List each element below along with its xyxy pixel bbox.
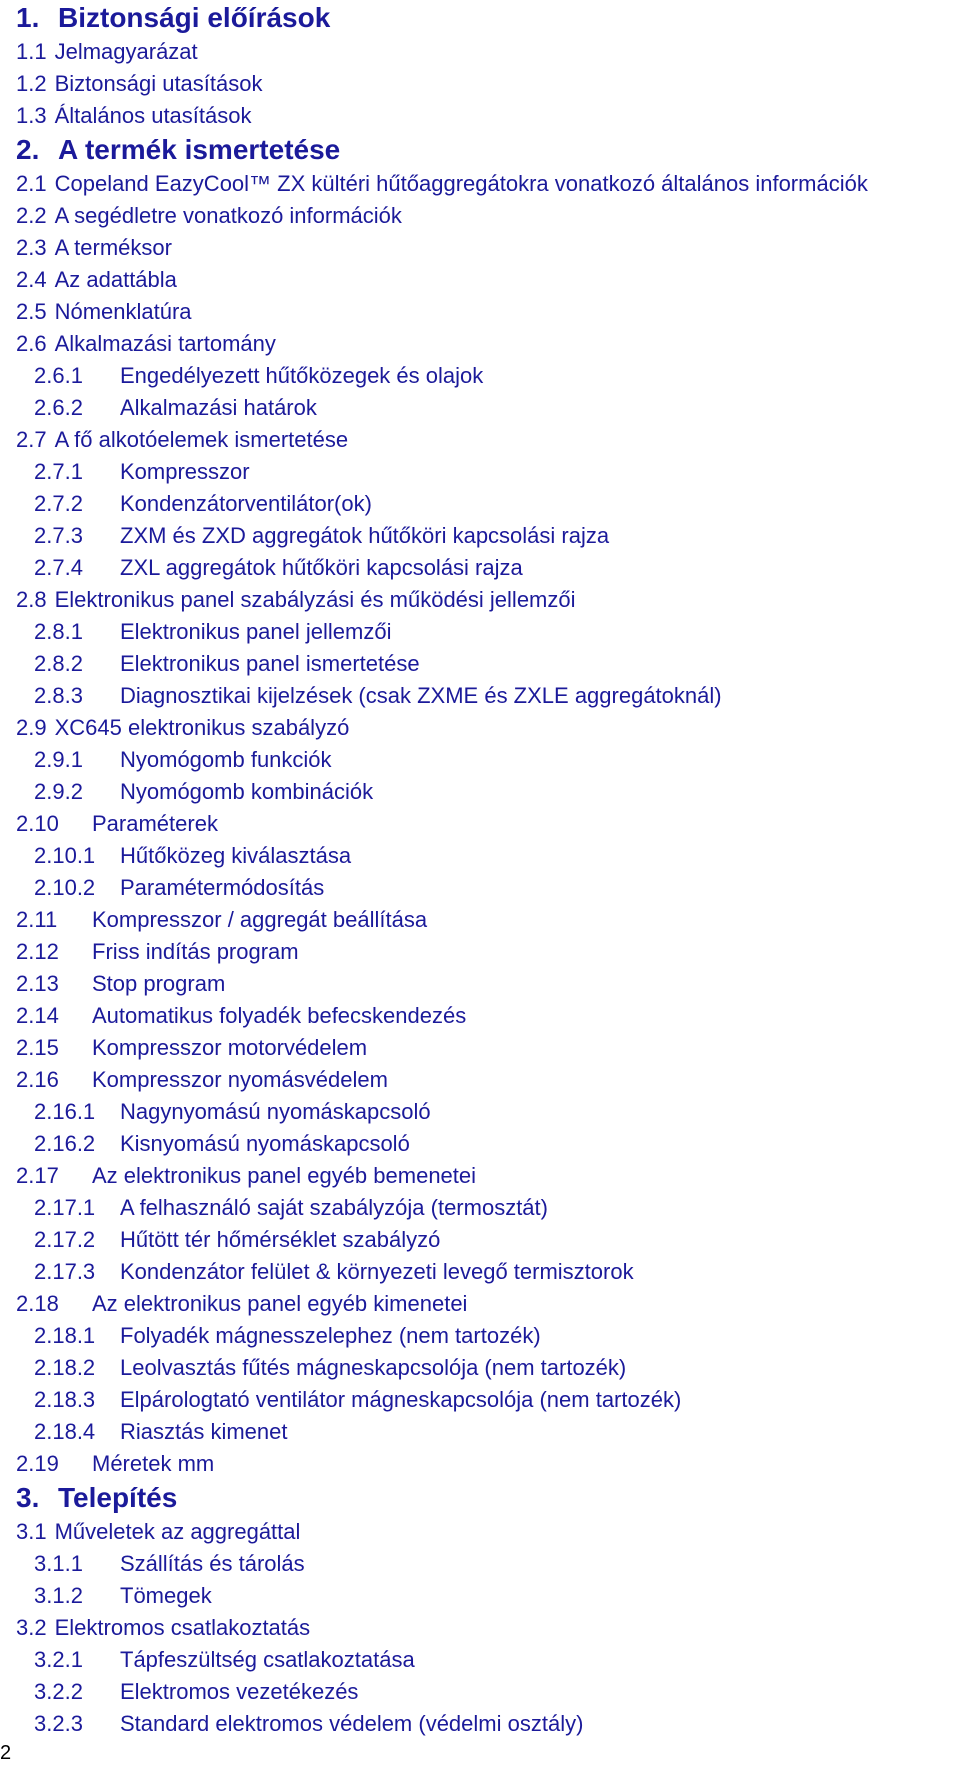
toc-entry-number: 2.1 — [16, 171, 47, 196]
table-of-contents — [16, 0, 946, 1740]
toc-entry[interactable] — [16, 584, 946, 616]
toc-entry[interactable] — [16, 1160, 946, 1192]
toc-entry-number: 2.15 — [16, 1035, 59, 1060]
toc-entry[interactable] — [16, 168, 946, 200]
toc-entry[interactable] — [16, 1580, 946, 1612]
toc-entry[interactable] — [16, 1256, 946, 1288]
toc-entry-label: Paramétermódosítás — [120, 875, 325, 900]
toc-entry-number: 2.17.2 — [34, 1227, 96, 1252]
toc-entry[interactable] — [16, 296, 946, 328]
toc-entry-number: 2.18.2 — [34, 1355, 96, 1380]
toc-entry-number: 2.8.1 — [34, 619, 83, 644]
toc-entry-label: Tömegek — [120, 1583, 212, 1608]
toc-entry-label: Méretek mm — [92, 1451, 215, 1476]
toc-entry-number: 2.8.3 — [34, 683, 83, 708]
toc-entry-number: 2.7.1 — [34, 459, 83, 484]
toc-entry-number: 2.16.2 — [34, 1131, 96, 1156]
toc-entry[interactable] — [16, 712, 946, 744]
toc-entry-number: 2.6.2 — [34, 395, 83, 420]
toc-entry-label: Standard elektromos védelem (védelmi osztály) — [120, 1711, 584, 1736]
toc-entry[interactable] — [16, 1096, 946, 1128]
toc-entry[interactable] — [16, 1064, 946, 1096]
toc-entry-label: Diagnosztikai kijelzések (csak ZXME és ZXLE aggregátoknál) — [120, 683, 722, 708]
toc-entry-number: 1.3 — [16, 103, 47, 128]
toc-entry-label: Alkalmazási határok — [120, 395, 317, 420]
toc-entry-label: Elektronikus panel ismertetése — [120, 651, 420, 676]
toc-entry[interactable] — [16, 1320, 946, 1352]
toc-entry-label: Kompresszor motorvédelem — [92, 1035, 368, 1060]
toc-entry-label: Alkalmazási tartomány — [54, 331, 276, 356]
toc-entry[interactable] — [16, 1384, 946, 1416]
toc-entry-number: 1. — [16, 2, 40, 33]
toc-entry-label: Kondenzátor felület & környezeti levegő termisztorok — [120, 1259, 634, 1284]
toc-entry-number: 2.4 — [16, 267, 47, 292]
toc-entry-number: 2.17.1 — [34, 1195, 96, 1220]
toc-entry-number: 2.12 — [16, 939, 59, 964]
toc-entry-label: Az adattábla — [54, 267, 177, 292]
toc-entry-number: 2.18.3 — [34, 1387, 96, 1412]
toc-entry-number: 2.5 — [16, 299, 47, 324]
toc-entry[interactable] — [16, 1416, 946, 1448]
toc-entry-label: Elektromos vezetékezés — [120, 1679, 359, 1704]
toc-entry-label: Jelmagyarázat — [54, 39, 198, 64]
toc-entry-number: 3.1 — [16, 1519, 47, 1544]
toc-entry-number: 2.9 — [16, 715, 47, 740]
toc-entry-label: Szállítás és tárolás — [120, 1551, 305, 1576]
toc-entry-number: 2. — [16, 134, 40, 165]
toc-entry-number: 2.2 — [16, 203, 47, 228]
toc-entry[interactable] — [16, 232, 946, 264]
toc-entry-label: Kisnyomású nyomáskapcsoló — [120, 1131, 410, 1156]
toc-entry[interactable] — [16, 488, 946, 520]
toc-entry-number: 3.1.2 — [34, 1583, 83, 1608]
toc-heading[interactable] — [16, 132, 946, 168]
toc-heading[interactable] — [16, 1480, 946, 1516]
toc-entry-number: 2.7.2 — [34, 491, 83, 516]
toc-entry-label: XC645 elektronikus szabályzó — [54, 715, 350, 740]
toc-entry-label: Friss indítás program — [92, 939, 299, 964]
toc-entry[interactable] — [16, 520, 946, 552]
toc-entry[interactable] — [16, 100, 946, 132]
toc-entry-label: Nagynyomású nyomáskapcsoló — [120, 1099, 431, 1124]
toc-entry-number: 2.7 — [16, 427, 47, 452]
toc-entry[interactable] — [16, 904, 946, 936]
toc-entry-number: 2.10.2 — [34, 875, 96, 900]
toc-entry[interactable] — [16, 392, 946, 424]
toc-entry[interactable] — [16, 1032, 946, 1064]
toc-entry-number: 3.2.3 — [34, 1711, 83, 1736]
toc-entry[interactable] — [16, 744, 946, 776]
toc-entry-number: 2.14 — [16, 1003, 59, 1028]
toc-entry[interactable] — [16, 328, 946, 360]
toc-entry-label: A terméksor — [54, 235, 172, 260]
toc-entry-label: ZXM és ZXD aggregátok hűtőköri kapcsolási rajza — [120, 523, 610, 548]
toc-entry[interactable] — [16, 1128, 946, 1160]
toc-entry[interactable] — [16, 552, 946, 584]
toc-entry-number: 2.17.3 — [34, 1259, 96, 1284]
toc-entry-number: 3.2.1 — [34, 1647, 83, 1672]
toc-entry-label: ZXL aggregátok hűtőköri kapcsolási rajza — [120, 555, 523, 580]
toc-entry[interactable] — [16, 1676, 946, 1708]
toc-entry-label: Elektronikus panel jellemzői — [120, 619, 392, 644]
toc-entry-number: 1.2 — [16, 71, 47, 96]
toc-entry-label: Telepítés — [58, 1482, 178, 1513]
toc-entry[interactable] — [16, 1516, 946, 1548]
toc-entry[interactable] — [16, 1448, 946, 1480]
toc-entry[interactable] — [16, 1192, 946, 1224]
toc-entry-label: Kompresszor nyomásvédelem — [92, 1067, 388, 1092]
toc-entry[interactable] — [16, 1708, 946, 1740]
toc-entry-number: 2.9.2 — [34, 779, 83, 804]
toc-entry-label: Riasztás kimenet — [120, 1419, 288, 1444]
toc-entry[interactable] — [16, 648, 946, 680]
toc-entry-number: 2.18 — [16, 1291, 59, 1316]
toc-entry-label: A termék ismertetése — [58, 134, 341, 165]
toc-entry[interactable] — [16, 68, 946, 100]
toc-entry-number: 2.19 — [16, 1451, 59, 1476]
toc-entry-number: 2.10 — [16, 811, 59, 836]
toc-entry-label: Paraméterek — [92, 811, 218, 836]
toc-entry-number: 2.10.1 — [34, 843, 96, 868]
toc-entry-number: 2.16 — [16, 1067, 59, 1092]
toc-entry-number: 3. — [16, 1482, 40, 1513]
toc-entry[interactable] — [16, 1548, 946, 1580]
toc-entry-number: 2.18.1 — [34, 1323, 96, 1348]
toc-entry[interactable] — [16, 872, 946, 904]
toc-entry-label: Nyomógomb kombinációk — [120, 779, 374, 804]
toc-heading[interactable] — [16, 0, 946, 36]
toc-entry-number: 3.1.1 — [34, 1551, 83, 1576]
toc-entry-label: Folyadék mágnesszelephez (nem tartozék) — [120, 1323, 541, 1348]
toc-entry-label: Nómenklatúra — [54, 299, 192, 324]
toc-entry-number: 2.3 — [16, 235, 47, 260]
page-number: 2 — [0, 1742, 12, 1764]
toc-entry[interactable] — [16, 200, 946, 232]
toc-entry-number: 2.13 — [16, 971, 59, 996]
toc-entry-label: Műveletek az aggregáttal — [54, 1519, 301, 1544]
toc-entry-label: Elektronikus panel szabályzási és működési jellemzői — [54, 587, 576, 612]
toc-entry-label: A fő alkotóelemek ismertetése — [54, 427, 349, 452]
toc-entry-number: 2.8 — [16, 587, 47, 612]
toc-entry-label: Hűtőközeg kiválasztása — [120, 843, 352, 868]
toc-entry-number: 2.6 — [16, 331, 47, 356]
toc-entry-label: Stop program — [92, 971, 226, 996]
toc-entry-label: Leolvasztás fűtés mágneskapcsolója (nem tartozék) — [120, 1355, 627, 1380]
toc-entry-number: 2.8.2 — [34, 651, 83, 676]
toc-entry-label: Elektromos csatlakoztatás — [54, 1615, 311, 1640]
toc-entry-label: Nyomógomb funkciók — [120, 747, 332, 772]
toc-entry[interactable] — [16, 360, 946, 392]
toc-entry-label: Automatikus folyadék befecskendezés — [92, 1003, 467, 1028]
toc-entry-number: 1.1 — [16, 39, 47, 64]
toc-entry[interactable] — [16, 36, 946, 68]
toc-entry[interactable] — [16, 776, 946, 808]
toc-entry-label: Copeland EazyCool™ ZX kültéri hűtőaggregátokra vonatkozó általános információk — [54, 171, 868, 196]
toc-entry-number: 3.2 — [16, 1615, 47, 1640]
toc-entry-label: Az elektronikus panel egyéb bemenetei — [92, 1163, 477, 1188]
toc-entry-label: A felhasználó saját szabályzója (termosztát) — [120, 1195, 548, 1220]
toc-entry-label: Biztonsági utasítások — [54, 71, 263, 96]
toc-entry-number: 2.18.4 — [34, 1419, 96, 1444]
toc-entry-number: 2.16.1 — [34, 1099, 96, 1124]
toc-entry-label: A segédletre vonatkozó információk — [54, 203, 402, 228]
toc-entry[interactable] — [16, 1224, 946, 1256]
toc-entry-label: Általános utasítások — [54, 103, 252, 128]
toc-entry-label: Tápfeszültség csatlakoztatása — [120, 1647, 415, 1672]
toc-entry-number: 2.11 — [16, 907, 58, 932]
toc-entry[interactable] — [16, 936, 946, 968]
toc-entry-label: Kondenzátorventilátor(ok) — [120, 491, 372, 516]
toc-entry[interactable] — [16, 1288, 946, 1320]
toc-entry[interactable] — [16, 456, 946, 488]
toc-entry-number: 2.6.1 — [34, 363, 83, 388]
toc-entry[interactable] — [16, 1612, 946, 1644]
toc-entry-label: Engedélyezett hűtőközegek és olajok — [120, 363, 484, 388]
toc-entry[interactable] — [16, 616, 946, 648]
toc-entry[interactable] — [16, 968, 946, 1000]
toc-entry[interactable] — [16, 680, 946, 712]
toc-entry[interactable] — [16, 1000, 946, 1032]
toc-entry-label: Elpárologtató ventilátor mágneskapcsolója (nem tartozék) — [120, 1387, 682, 1412]
toc-entry-number: 3.2.2 — [34, 1679, 83, 1704]
toc-entry[interactable] — [16, 424, 946, 456]
toc-entry-number: 2.9.1 — [34, 747, 83, 772]
toc-entry-label: Az elektronikus panel egyéb kimenetei — [92, 1291, 468, 1316]
toc-entry-number: 2.17 — [16, 1163, 59, 1188]
toc-entry[interactable] — [16, 1352, 946, 1384]
toc-entry-label: Kompresszor / aggregát beállítása — [92, 907, 428, 932]
toc-entry-label: Kompresszor — [120, 459, 250, 484]
toc-entry[interactable] — [16, 264, 946, 296]
toc-entry[interactable] — [16, 1644, 946, 1676]
toc-entry[interactable] — [16, 808, 946, 840]
toc-entry-number: 2.7.4 — [34, 555, 83, 580]
toc-entry[interactable] — [16, 840, 946, 872]
toc-entry-number: 2.7.3 — [34, 523, 83, 548]
toc-entry-label: Hűtött tér hőmérséklet szabályzó — [120, 1227, 441, 1252]
toc-entry-label: Biztonsági előírások — [58, 2, 331, 33]
